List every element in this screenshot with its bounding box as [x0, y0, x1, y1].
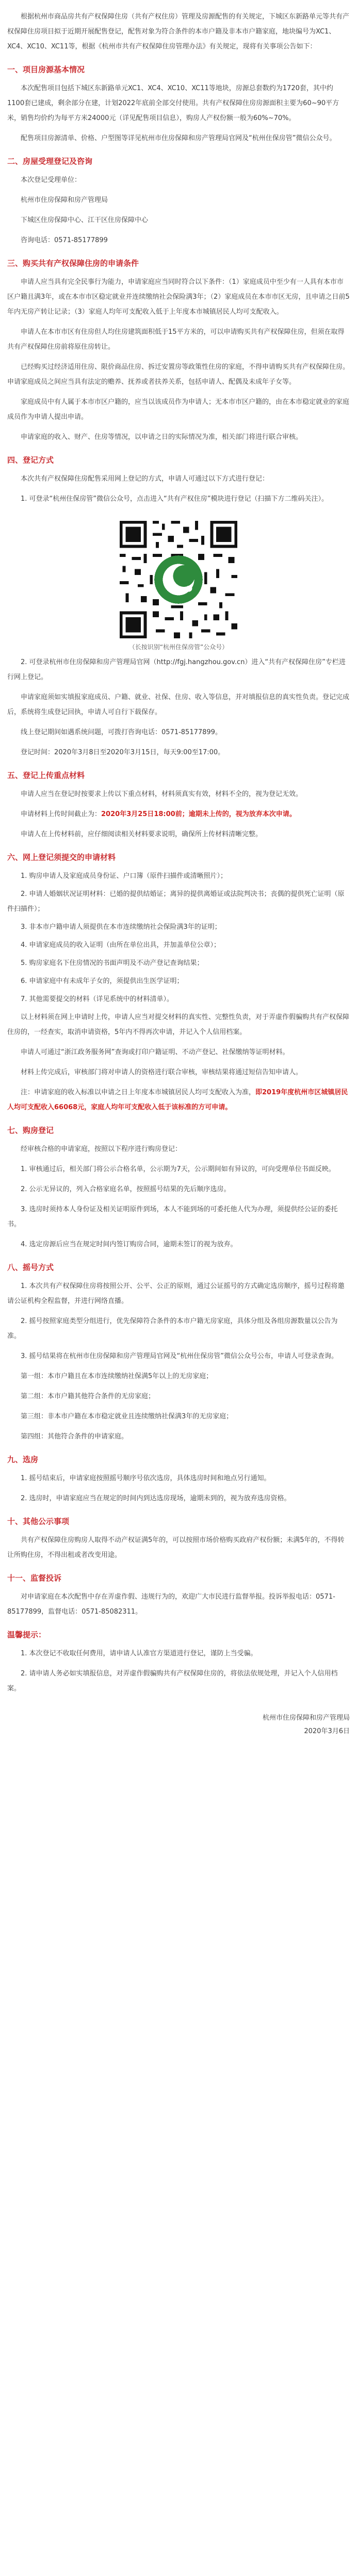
paragraph: 杭州市住房保障和房产管理局	[21, 196, 108, 204]
paragraph: 申请家庭的收入、财产、住房等情况，以申请之日的实际情况为准，相关部门将进行联合审核。	[21, 433, 303, 441]
signature-block	[7, 1711, 350, 1738]
section-title-selection: 九、选房	[7, 1455, 39, 1464]
list-item: 5. 购房家庭名下住房情况的书面声明及不动产登记查询结果；	[21, 959, 204, 967]
income-note	[7, 1085, 350, 1115]
list-item: 2. 申请人婚姻状况证明材料：已婚的提供结婚证；离异的提供离婚证或法院判决书；丧偶的提供死亡证明（原件扫描件）；	[7, 890, 345, 913]
paragraph: 以上材料须在网上申请时上传，申请人应当对提交材料的真实性、完整性负责，对于弄虚作假骗购共有产权保障住房的，一经查实，取消申请资格，5年内不得再次申请，并记入个人信用档案。	[7, 1013, 350, 1036]
paragraph: 本次登记受理单位：	[21, 176, 82, 184]
paragraph: 申请家庭须如实填报家庭成员、户籍、就业、社保、住房、收入等信息，并对填报信息的真实性负责。登记完成后，系统将生成登记回执，申请人可自行下载保存。	[7, 693, 350, 716]
paragraph: 材料上传完成后，审核部门将对申请人的资格进行联合审核，审核结果将通过短信告知申请人。	[21, 1069, 303, 1076]
list-item: 7. 其他需要提交的材料（详见系统中的材料清单）。	[21, 995, 174, 1003]
paragraph: 2. 可登录杭州市住房保障和房产管理局官网（http://fgj.hangzhou.gov.cn）进入“共有产权保障住房”专栏进行网上登记。	[7, 658, 346, 681]
list-item: 6. 申请家庭中有未成年子女的，须提供出生医学证明；	[21, 977, 184, 985]
paragraph: 2. 摇号按照家庭类型分组进行，优先保障符合条件的本市户籍无房家庭，具体分组及各组房源数量以公告为准。	[7, 1317, 338, 1340]
paragraph: 下城区住房保障中心、江干区住房保障中心	[21, 216, 149, 224]
paragraph: 申请人可通过“浙江政务服务网”查询或打印户籍证明、不动产登记、社保缴纳等证明材料。	[21, 1048, 289, 1056]
income-note-prefix: 注：申请家庭的收入标准以申请之日上年度本市城镇居民人均可支配收入为准，	[21, 1089, 256, 1096]
list-item: 1. 购房申请人及家庭成员身份证、户口簿（原件扫描件或清晰照片）；	[21, 872, 228, 880]
paragraph: 4. 选定房源后应当在规定时间内签订购房合同，逾期未签订的视为放弃。	[21, 1241, 237, 1248]
paragraph: 共有产权保障住房购房人取得不动产权证满5年的，可以按照市场价格购买政府产权份额；未满5年的，不得转让所购住房，不得出租或者改变用途。	[7, 1536, 345, 1559]
paragraph: 1. 审核通过后，相关部门将公示合格名单，公示期为7天，公示期间如有异议的，可向受理单位书面反映。	[21, 1165, 335, 1173]
paragraph: 1. 可登录“杭州住保房管”微信公众号，点击进入“共有产权住房”模块进行登记（扫描下方二维码关注）。	[21, 495, 328, 503]
section-title-method: 四、登记方式	[7, 455, 54, 465]
note-item: 2. 请申请人务必如实填报信息，对弄虚作假骗购共有产权保障住房的，将依法依规处理，并记入个人信用档案。	[7, 1670, 338, 1692]
paragraph: 经审核合格的申请家庭，按照以下程序进行购房登记：	[21, 1145, 182, 1153]
registration-time: 登记时间：2020年3月8日至2020年3月15日，每天9:00至17:00。	[21, 749, 225, 756]
section-title-documents: 六、网上登记须提交的申请材料	[7, 853, 116, 862]
paragraph: 3. 选房时须持本人身份证及相关证明原件到场，本人不能到场的可委托他人代为办理，须提供经公证的委托书。	[7, 1206, 338, 1228]
paragraph: 本次共有产权保障住房配售采用网上登记的方式，申请人可通过以下方式进行登记：	[21, 475, 269, 483]
section-title-lottery: 八、摇号方式	[7, 1263, 54, 1272]
qr-code-block	[111, 518, 246, 653]
paragraph: 3. 摇号结果将在杭州市住房保障和房产管理局官网及“杭州住保房管”微信公众号公布，申请人可登录查询。	[21, 1352, 338, 1360]
paragraph: 申请人在本市市区有住房但人均住房建筑面积低于15平方米的，可以申请购买共有产权保障住房，但须在取得共有产权保障住房前将原住房转让。	[7, 328, 345, 351]
qr-code-image[interactable]	[117, 518, 240, 641]
section-title-registration: 二、房屋受理登记及咨询	[7, 157, 93, 166]
paragraph: 线上登记期间如遇系统问题，可拨打咨询电话：0571-85177899。	[21, 728, 222, 736]
deadline-highlight: 2020年3月25日18:00前；逾期未上传的，视为放弃本次申请。	[101, 810, 296, 818]
paragraph: 已经购买过经济适用住房、限价商品住房、拆迁安置房等政策性住房的家庭，不得申请购买共有产权保障住房。申请家庭成员之间应当具有法定的赡养、抚养或者扶养关系，包括申请人、配偶及未成年子女等。	[7, 363, 350, 386]
section-title-conditions: 三、购买共有产权保障住房的申请条件	[7, 259, 139, 268]
paragraph: 配售项目房源清单、价格、户型图等详见杭州市住房保障和房产管理局官网及“杭州住保房管”微信公众号。	[21, 134, 336, 142]
section-title-purchase: 七、购房登记	[7, 1126, 54, 1135]
paragraph: 申请人应当在登记时按要求上传以下重点材料，材料须真实有效，材料不全的，视为登记无效。	[21, 790, 303, 798]
paragraph: 本次配售项目包括下城区东新路单元XC1、XC4、XC10、XC11等地块，房源总套数约为1720套，其中约1100套已建成，剩余部分在建，计划2022年底前全部交付使用。共有产权保障住房房源面积主要为60~90平方米，销售均价约为每平方米24000元（详见配售项目信息），购房人产权份额一般为60%~70%。	[7, 84, 339, 122]
list-item: 3. 非本市户籍申请人须提供在本市连续缴纳社会保险满3年的证明；	[21, 923, 221, 931]
paragraph: 家庭成员中有人属于本市市区户籍的，应当以该成员作为申请人；无本市市区户籍的，由在本市稳定就业的家庭成员作为申请人提出申请。	[7, 398, 350, 421]
qr-caption: （长按识别“杭州住保房管”公众号）	[128, 643, 229, 651]
paragraph: 1. 本次共有产权保障住房将按照公开、公平、公正的原则，通过公证摇号的方式确定选房顺序，摇号过程将邀请公证机构全程监督，并进行网络直播。	[7, 1282, 345, 1305]
deadline-paragraph	[7, 807, 350, 822]
paragraph: 对申请家庭在本次配售中存在弄虚作假、违规行为的，欢迎广大市民进行监督举报。投诉举报电话：0571-85177899，监督电话：0571-85082311。	[7, 1593, 335, 1616]
section-title-supervision: 十一、监督投诉	[7, 1573, 62, 1583]
notes-title: 温馨提示：	[7, 1630, 46, 1639]
note-item: 1. 本次登记不收取任何费用，请申请人认准官方渠道进行登记，谨防上当受骗。	[21, 1650, 257, 1657]
issue-date: 2020年3月6日	[304, 1727, 350, 1735]
lottery-group: 第二组：本市户籍其他符合条件的无房家庭；	[21, 1393, 155, 1400]
intro-paragraph: 根据杭州市商品房共有产权保障住房（共有产权住房）管理及房源配售的有关规定，下城区东新路单元等共有产权保障住房项目拟于近期开展配售登记，配售对象为符合条件的本市户籍及非本市户籍家庭，地块编号为XC1、XC4、XC10、XC11等，根据《杭州市共有产权保障住房管理办法》有关规定，现将有关事项公告如下：	[7, 13, 350, 50]
lottery-group: 第一组：本市户籍且在本市连续缴纳社保满5年以上的无房家庭；	[21, 1372, 213, 1380]
income-note-highlight: 即2019年度杭州市区城镇居民人均可支配收入66068元，家庭人均年可支配收入低于该标准的方可申请。	[7, 1089, 348, 1111]
list-item: 4. 申请家庭成员的收入证明（由所在单位出具，并加盖单位公章）；	[21, 941, 221, 949]
section-title-other: 十、其他公示事项	[7, 1517, 70, 1526]
section-title-project: 一、项目房源基本情况	[7, 65, 85, 74]
paragraph: 申请人在上传材料前，应仔细阅读相关材料要求说明，确保所上传材料清晰完整。	[21, 831, 263, 838]
paragraph: 申请人应当具有完全民事行为能力，申请家庭应当同时符合以下条件：（1）家庭成员中至少有一人具有本市市区户籍且满3年，或在本市市区稳定就业并连续缴纳社会保险满3年；（2）家庭成员在本市市区无房，且申请之日前5年内无房产转让记录；（3）家庭人均年可支配收入低于上年度本市城镇居民人均可支配收入。	[7, 278, 350, 316]
document-list	[7, 869, 350, 1007]
section-title-materials: 五、登记上传重点材料	[7, 771, 85, 780]
lottery-group: 第四组：其他符合条件的申请家庭。	[21, 1433, 128, 1440]
paragraph: 2. 公示无异议的，列入合格家庭名单，按照摇号结果的先后顺序选房。	[21, 1185, 231, 1193]
deadline-prefix: 申请材料上传时间截止为：	[21, 810, 102, 818]
paragraph: 1. 摇号结束后，申请家庭按照摇号顺序号依次选房，具体选房时间和地点另行通知。	[21, 1475, 271, 1482]
lottery-group: 第三组：非本市户籍在本市稳定就业且连续缴纳社保满3年的无房家庭；	[21, 1413, 233, 1420]
issuing-organization: 杭州市住房保障和房产管理局	[262, 1714, 350, 1722]
paragraph: 2. 选房时，申请家庭应当在规定的时间内到达选房现场，逾期未到的，视为放弃选房资格。	[21, 1495, 291, 1502]
phone-line: 咨询电话：0571-85177899	[21, 236, 108, 244]
